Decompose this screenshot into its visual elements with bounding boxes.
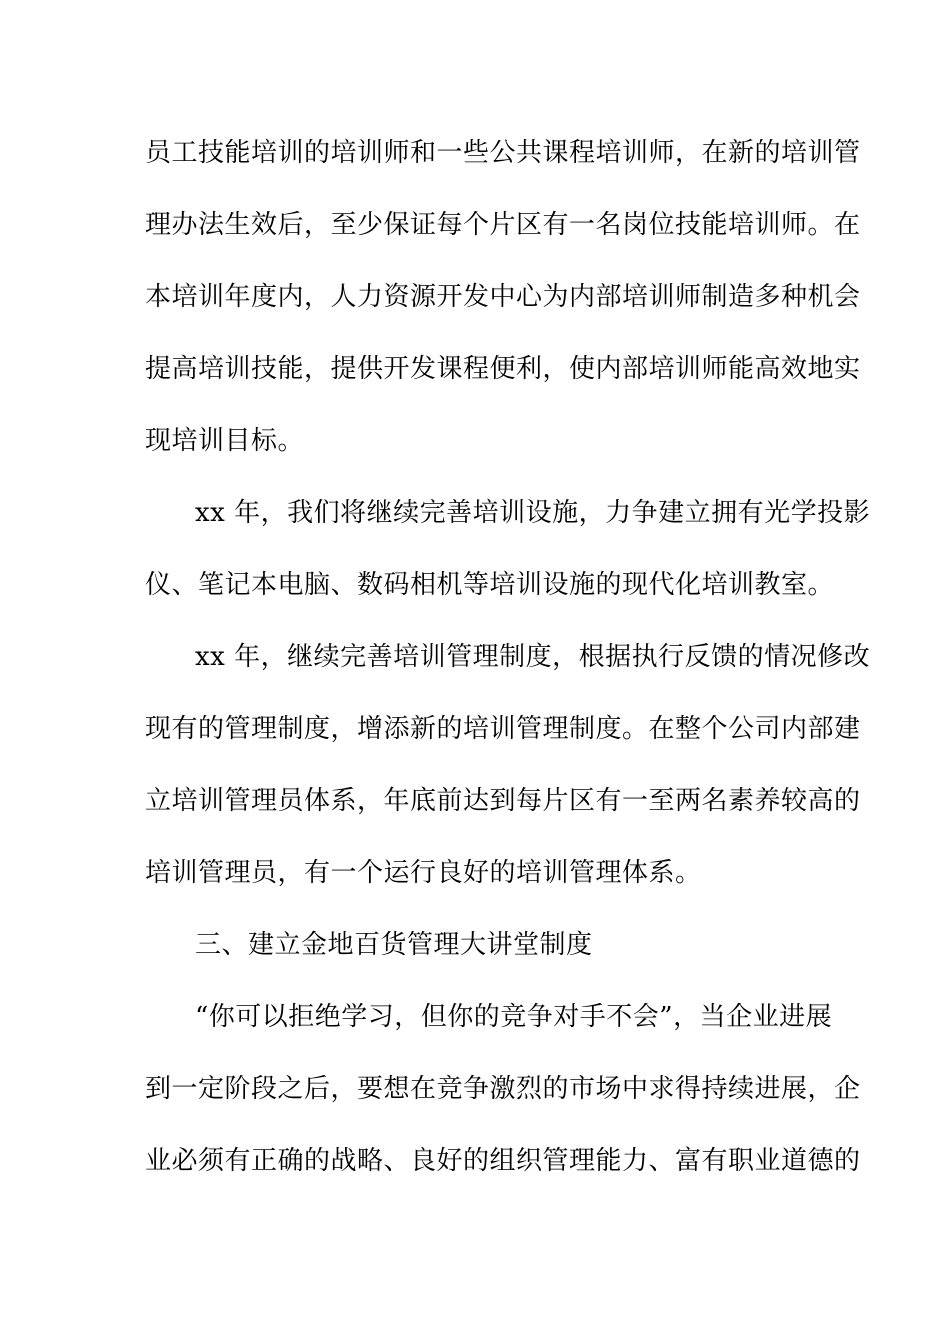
text-line: 现培训目标。: [145, 426, 305, 456]
text-line: 仪、笔记本电脑、数码相机等培训设施的现代化培训教室。: [145, 570, 835, 600]
paragraph-start-line: xx 年，我们将继续完善培训设施，力争建立拥有光学投影: [195, 498, 871, 528]
text-line: 员工技能培训的培训师和一些公共课程培训师，在新的培训管: [145, 138, 861, 168]
text-line: 现有的管理制度，增添新的培训管理制度。在整个公司内部建: [145, 714, 861, 744]
text-line: 本培训年度内，人力资源开发中心为内部培训师制造多种机会: [145, 282, 861, 312]
text-line: 培训管理员，有一个运行良好的培训管理体系。: [145, 858, 702, 888]
document-body: [145, 132, 871, 1212]
text-line: 提高培训技能，提供开发课程便利，使内部培训师能高效地实: [145, 354, 861, 384]
text-line: 到一定阶段之后，要想在竞争激烈的市场中求得持续进展，企: [145, 1074, 861, 1104]
text-line: 业必须有正确的战略、良好的组织管理能力、富有职业道德的: [145, 1146, 861, 1176]
paragraph-start-line: xx 年，继续完善培训管理制度，根据执行反馈的情况修改: [195, 642, 871, 672]
text-line: 立培训管理员体系，年底前达到每片区有一至两名素养较高的: [145, 786, 861, 816]
paragraph-start-line: “你可以拒绝学习，但你的竞争对手不会”，当企业进展: [195, 1002, 833, 1032]
section-heading: 三、建立金地百货管理大讲堂制度: [195, 930, 593, 960]
text-line: 理办法生效后，至少保证每个片区有一名岗位技能培训师。在: [145, 210, 861, 240]
